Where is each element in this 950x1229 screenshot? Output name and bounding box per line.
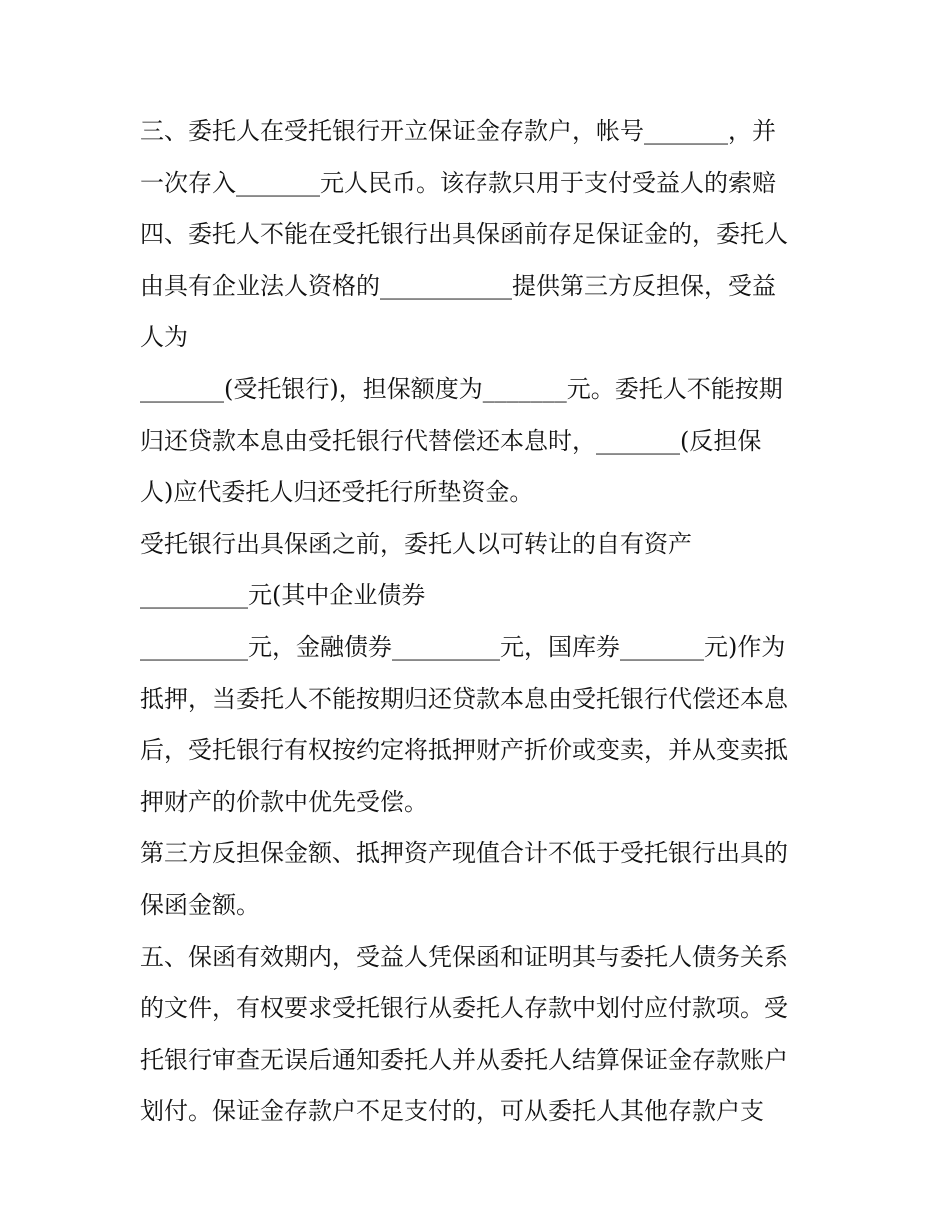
- text-line-20: 划付。保证金存款户不足支付的，可从委托人其他存款户支: [140, 1097, 764, 1126]
- text-line-7: 归还贷款本息由受托银行代替偿还本息时，_______(反担保: [140, 426, 762, 455]
- text-line-15: 第三方反担保金额、抵押资产现值合计不低于受托银行出具的: [140, 839, 788, 868]
- text-line-16: 保函金额。: [140, 890, 260, 919]
- text-line-1: 三、委托人在受托银行开立保证金存款户，帐号_______，并: [140, 117, 776, 145]
- text-line-11: _________元，金融债券_________元，国库券_______元)作为: [140, 632, 786, 661]
- text-line-3: 四、委托人不能在受托银行出具保函前存足保证金的，委托人: [140, 220, 788, 249]
- text-line-17: 五、保函有效期内，受益人凭保函和证明其与委托人债务关系: [140, 942, 788, 971]
- text-line-12: 抵押，当委托人不能按期归还贷款本息由受托银行代偿还本息: [140, 684, 788, 713]
- text-line-2: 一次存入_______元人民币。该存款只用于支付受益人的索赔: [140, 168, 776, 197]
- text-line-6: _______(受托银行)，担保额度为_______元。委托人不能按期: [140, 374, 783, 403]
- text-line-5: 人为: [140, 323, 188, 352]
- text-line-13: 后，受托银行有权按约定将抵押财产折价或变卖，并从变卖抵: [140, 736, 788, 765]
- document-body: [140, 106, 820, 1138]
- text-line-10: _________元(其中企业债券: [140, 581, 426, 610]
- text-line-4: 由具有企业法人资格的___________提供第三方反担保，受益: [140, 271, 776, 300]
- text-line-8: 人)应代委托人归还受托行所垫资金。: [140, 478, 534, 507]
- text-line-18: 的文件，有权要求受托银行从委托人存款中划付应付款项。受: [140, 994, 788, 1023]
- text-line-14: 押财产的价款中优先受偿。: [140, 787, 428, 816]
- text-line-19: 托银行审查无误后通知委托人并从委托人结算保证金存款账户: [140, 1045, 788, 1074]
- text-line-9: 受托银行出具保函之前，委托人以可转让的自有资产: [140, 529, 692, 558]
